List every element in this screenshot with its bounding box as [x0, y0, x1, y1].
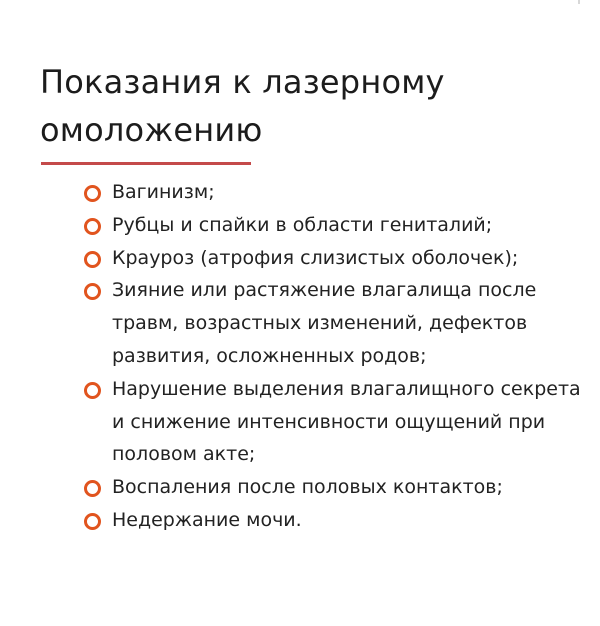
list-item-text: Нарушение выделения влагалищного секрета и снижение интенсивности ощущений при половом акте; — [112, 377, 581, 466]
list-item — [84, 274, 584, 372]
indications-list — [84, 176, 584, 537]
circle-bullet-icon — [84, 480, 101, 497]
list-item — [84, 504, 584, 537]
title-underline — [41, 162, 251, 165]
circle-bullet-icon — [84, 251, 101, 268]
list-item — [84, 373, 584, 471]
list-item-text: Зияние или растяжение влагалища после травм, возрастных изменений, дефектов развития, осложненных родов; — [112, 279, 537, 367]
list-item — [84, 471, 584, 504]
page-title: Показания к лазерному омоложению — [40, 63, 445, 149]
list-item — [84, 209, 584, 242]
circle-bullet-icon — [84, 283, 101, 300]
list-item — [84, 242, 584, 275]
circle-bullet-icon — [84, 218, 101, 235]
list-item-text: Недержание мочи. — [112, 508, 302, 531]
circle-bullet-icon — [84, 382, 101, 399]
circle-bullet-icon — [84, 185, 101, 202]
top-edge-mark — [578, 0, 580, 4]
list-item-text: Крауроз (атрофия слизистых оболочек); — [112, 246, 519, 269]
circle-bullet-icon — [84, 513, 101, 530]
list-item-text: Рубцы и спайки в области гениталий; — [112, 213, 493, 236]
list-item-text: Вагинизм; — [112, 181, 215, 203]
list-item — [84, 176, 584, 209]
list-item-text: Воспаления после половых контактов; — [112, 476, 503, 499]
